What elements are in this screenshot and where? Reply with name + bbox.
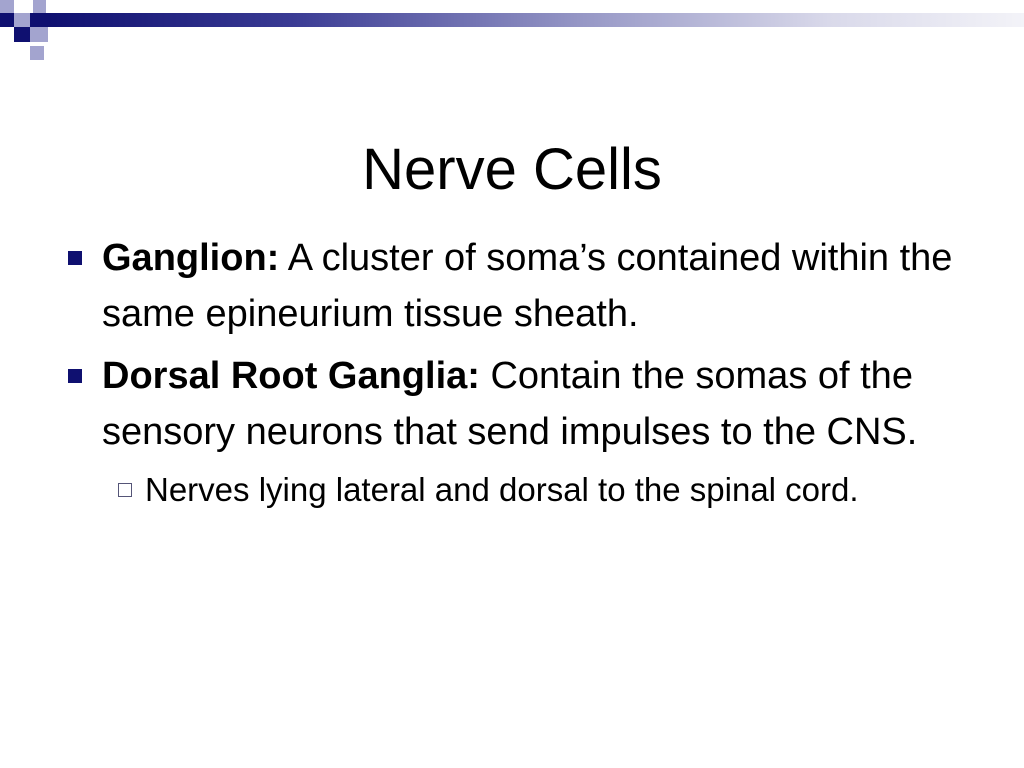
sub-bullet-text: Nerves lying lateral and dorsal to the spinal cord. <box>145 471 859 508</box>
square-bullet-icon <box>68 369 82 383</box>
mosaic-square <box>14 13 30 27</box>
mosaic-square <box>0 0 14 14</box>
slide-body <box>62 230 982 514</box>
hollow-square-bullet-icon <box>118 483 132 497</box>
header-gradient-bar <box>48 13 1024 27</box>
bullet-text: Contain the somas of the sensory neurons that send impulses to the CNS. <box>102 355 918 453</box>
bullet-term: Dorsal Root Ganglia: <box>102 355 480 397</box>
mosaic-square <box>30 46 44 60</box>
mosaic-square <box>30 13 48 27</box>
bullet-term: Ganglion: <box>102 237 280 279</box>
sub-bullet-nerves <box>118 466 982 514</box>
bullet-dorsal-root-ganglia <box>62 348 982 460</box>
mosaic-square <box>30 27 48 42</box>
mosaic-square <box>14 27 30 42</box>
slide-title: Nerve Cells <box>362 136 662 202</box>
bullet-text: A cluster of soma’s contained within the same epineurium tissue sheath. <box>102 237 953 335</box>
mosaic-square <box>0 13 14 27</box>
bullet-ganglion <box>62 230 982 342</box>
mosaic-square <box>33 0 46 14</box>
square-bullet-icon <box>68 251 82 265</box>
